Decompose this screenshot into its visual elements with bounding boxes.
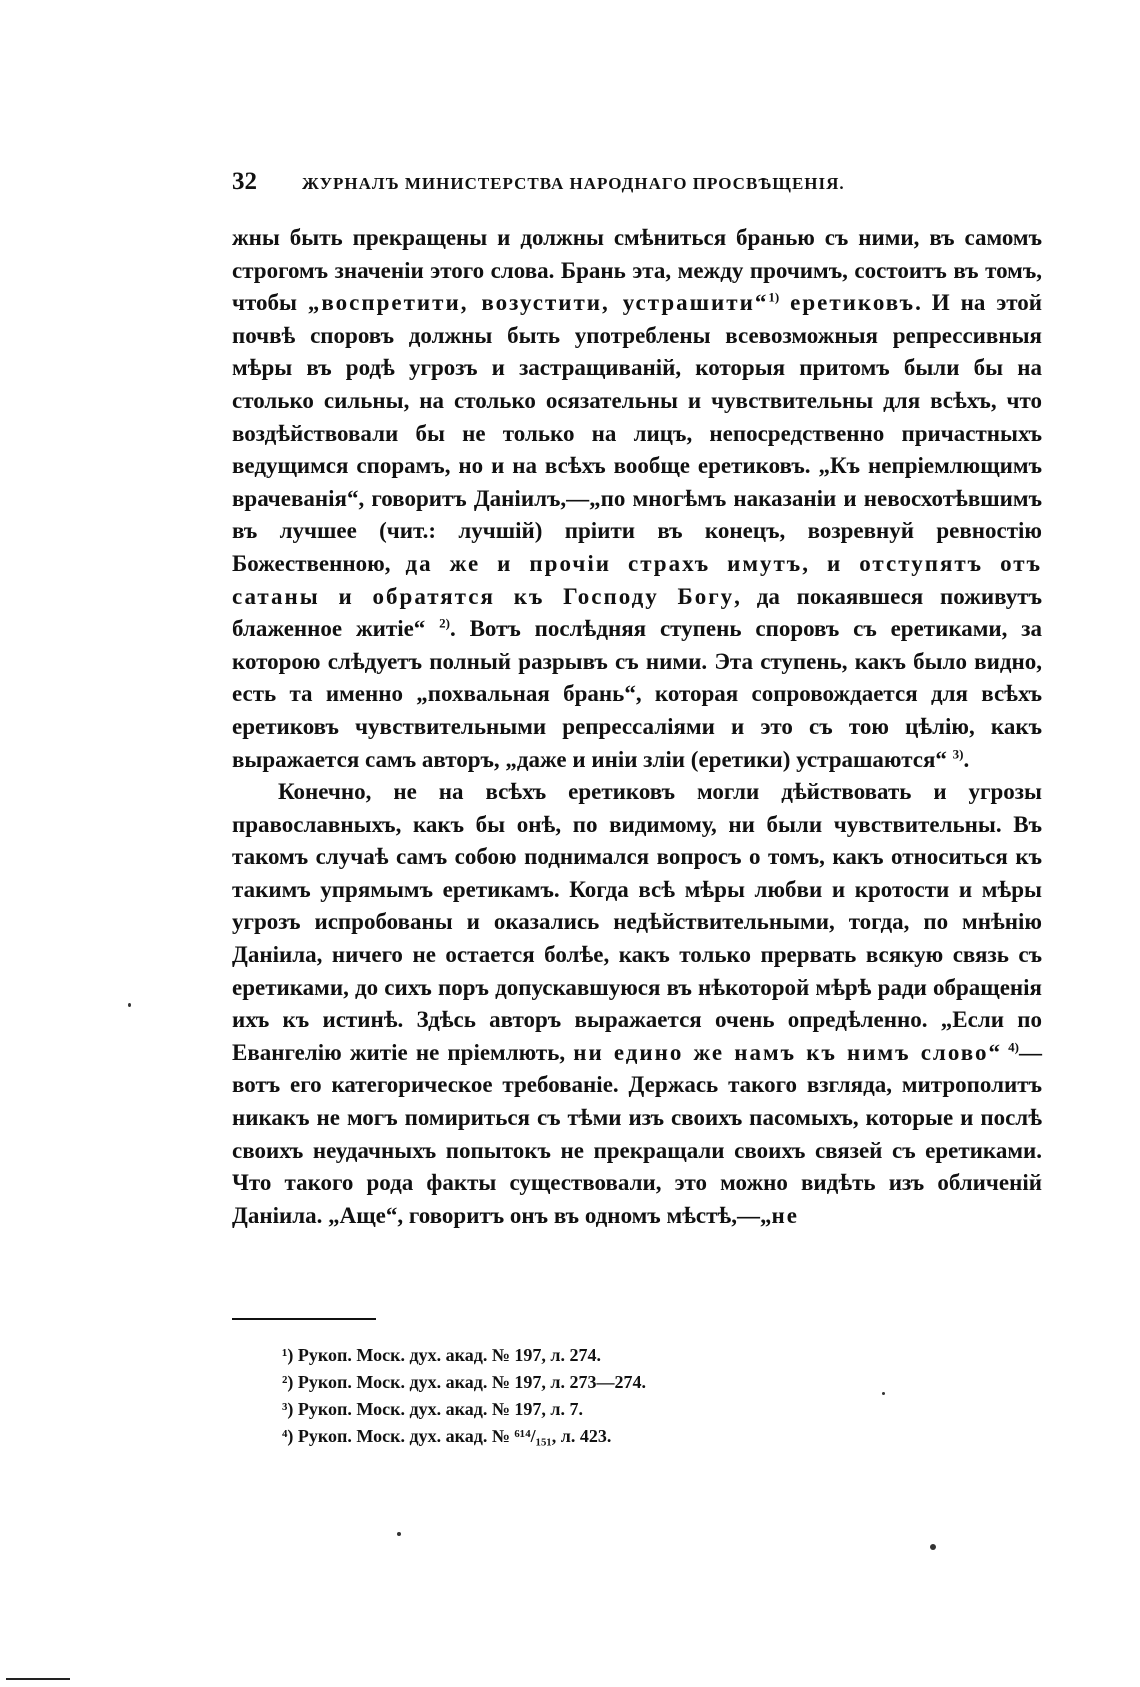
- text-segment: жны быть прекращены и должны смѣниться бранью съ ними, въ самомъ строгомъ значеніи этого слова. Брань эта, между прочимъ, состоитъ въ томъ, чтобы: [232, 225, 1042, 316]
- text-segment: , да покаявшеся поживутъ блаженное житіе“: [232, 583, 1042, 642]
- footnotes: [282, 1342, 882, 1450]
- text-segment: . И на этой почвѣ споровъ должны быть употреблены всевозможныя репрессивныя мѣры въ родѣ угрозъ и застращиваній, которыя притомъ были бы на столько сильны, на столько осязательны и чувствительны для всѣхъ, что воздѣйствовали бы не только на лицъ, непосредственно причастныхъ ведущимся спорамъ, но и на всѣхъ вообще еретиковъ. „Къ непріемлющимъ врачеванія“, говоритъ Даніилъ,—„по многѣмъ наказаніи и невосхотѣвшимъ въ лучшее (чит.: лучшій) пріити въ конецъ, возревнуй ревностію Божественною,: [232, 290, 1043, 576]
- scan-speck: [128, 1003, 131, 1007]
- running-title: ЖУРНАЛЪ МИНИСТЕРСТВА НАРОДНАГО ПРОСВѢЩЕНІЯ.: [302, 174, 845, 193]
- spaced-word: еретиковъ: [790, 290, 916, 316]
- footnote-separator: [232, 1318, 376, 1320]
- footnote-ref-4: 4): [1008, 1039, 1019, 1055]
- text-segment: —вотъ его категорическое требованіе. Держась такого взгляда, митрополитъ никакъ не могъ помириться съ тѣми изъ своихъ пасомыхъ, которые и послѣ своихъ неудачныхъ попытокъ не прекращали своихъ связей съ еретиками. Что такого рода факты существовали, это можно видѣть изъ обличеній Даніила. „Аще“, говоритъ онъ въ одномъ мѣстѣ,—„: [232, 1039, 1042, 1228]
- spaced-word: не: [771, 1202, 799, 1228]
- scan-speck: [882, 1392, 885, 1395]
- scan-edge-line: [6, 1678, 70, 1680]
- footnote-ref-3: 3): [952, 745, 964, 761]
- scan-speck: [930, 1544, 936, 1550]
- main-text: [232, 222, 1042, 1232]
- spaced-quote: да же и прочіи страхъ имутъ, и отступятъ отъ сатаны и обратятся къ Господу Богу: [232, 550, 1042, 609]
- footnote-ref-2: 2): [439, 615, 450, 631]
- spaced-quote: „воспретити, возустити, устрашити“: [307, 290, 769, 316]
- text-segment: [779, 290, 790, 315]
- footnote-1: ¹) Рукоп. Моск. дух. акад. № 197, л. 274.: [282, 1345, 601, 1365]
- scan-speck: [397, 1532, 401, 1536]
- paragraph-1: [232, 222, 1042, 776]
- text-segment: .: [963, 746, 970, 772]
- paragraph-2: [232, 776, 1042, 1232]
- text-segment: “: [988, 1039, 1009, 1065]
- spaced-quote: ни едино же намъ къ нимъ слово: [573, 1039, 989, 1065]
- footnote-3: ³) Рукоп. Моск. дух. акад. № 197, л. 7.: [282, 1399, 583, 1419]
- footnote-4: ⁴) Рукоп. Моск. дух. акад. № ⁶¹⁴/₁₅₁, л. 423.: [282, 1426, 612, 1446]
- footnote-ref-1: 1): [768, 289, 780, 305]
- footnote-2: ²) Рукоп. Моск. дух. акад. № 197, л. 273—274.: [282, 1372, 646, 1392]
- text-segment: . Вотъ послѣдняя ступень споровъ съ еретиками, за которою слѣдуетъ полный разрывъ съ ними. Эта ступень, какъ было видно, есть та именно „похвальная брань“, которая сопровождается для всѣхъ еретиковъ чувствительными репрессаліями и это съ тою цѣлію, какъ выражается самъ авторъ, „даже и иніи зліи (еретики) устрашаются“: [232, 616, 1043, 772]
- text-segment: Конечно, не на всѣхъ еретиковъ могли дѣйствовать и угрозы православныхъ, какъ бы онѣ, по видимому, ни были чувствительны. Въ такомъ случаѣ самъ собою поднимался вопросъ о томъ, какъ относиться къ такимъ упрямымъ еретикамъ. Когда всѣ мѣры любви и кротости и мѣры угрозъ испробованы и оказались недѣйствительными, тогда, по мнѣнію Даніила, ничего не остается болѣе, какъ только прервать всякую связь съ еретиками, до сихъ поръ допускавшуюся въ нѣкоторой мѣрѣ ради обращенія ихъ къ истинѣ. Здѣсь авторъ выражается очень опредѣленно. „Если по Евангелію житіе не пріемлють,: [232, 779, 1042, 1065]
- page-number: 32: [232, 168, 257, 195]
- page-header: [232, 168, 932, 198]
